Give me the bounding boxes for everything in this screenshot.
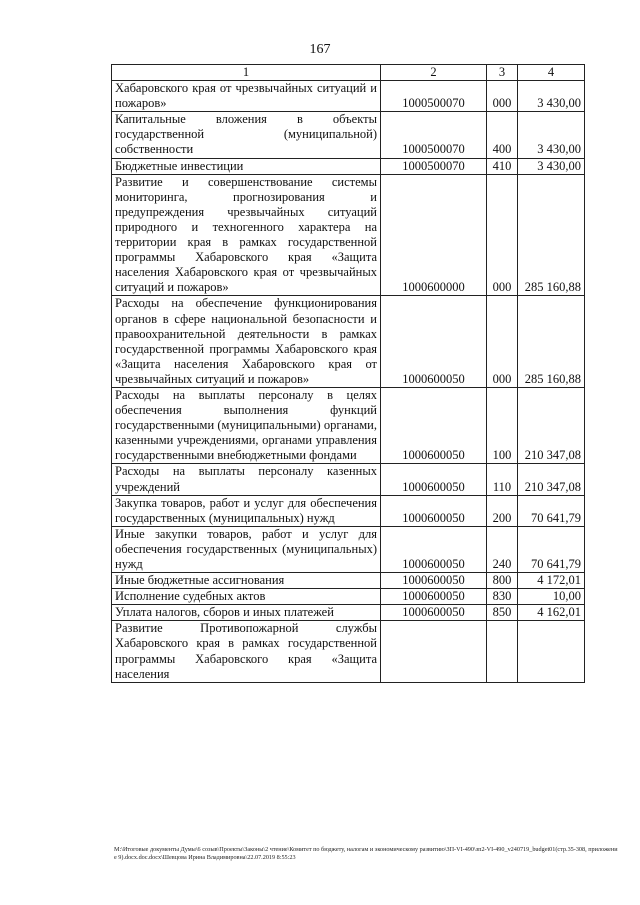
row-vr: 200 <box>487 495 518 526</box>
row-vr: 240 <box>487 526 518 572</box>
row-name: Закупка товаров, работ и услуг для обеспечения государственных (муниципальных) нужд <box>112 495 381 526</box>
row-code <box>381 621 487 682</box>
row-name: Развитие и совершенствование системы мониторинга, прогнозирования и предупреждения чрезвычайных ситуаций природного и техногенного характера на территории края в рамках государственной программы Хабаровского края «Защита населения Хабаровского края от чрезвычайных ситуаций и пожаров» <box>112 174 381 296</box>
row-name: Хабаровского края от чрезвычайных ситуаций и пожаров» <box>112 81 381 112</box>
row-vr: 830 <box>487 589 518 605</box>
row-vr: 100 <box>487 387 518 463</box>
table-row <box>112 296 585 388</box>
header-col-1: 1 <box>112 65 381 81</box>
row-sum: 70 641,79 <box>518 495 585 526</box>
header-col-2: 2 <box>381 65 487 81</box>
row-name: Расходы на выплаты персоналу в целях обеспечения выполнения функций государственными (муниципальными) органами, казенными учреждениями, органами управления государственными внебюджетными фондами <box>112 387 381 463</box>
document-path-footer: M:\Итоговые документы Думы\6 созыв\Проекты\Законы\2 чтение\Комитет по бюджету, налогам и экономическому развитию\ЗП-VI-490\зп2-VI-490_v240719_budget01(стр.35-308, приложение 9).docx.doc.docx\Шевцова Ирина Владимировна\22.07.2019 8:55:23 <box>114 846 618 861</box>
row-vr: 400 <box>487 112 518 158</box>
row-code: 1000600050 <box>381 495 487 526</box>
table-row <box>112 495 585 526</box>
row-vr: 000 <box>487 174 518 296</box>
table-row <box>112 112 585 158</box>
row-code: 1000500070 <box>381 81 487 112</box>
row-code: 1000600050 <box>381 573 487 589</box>
table-row <box>112 573 585 589</box>
row-vr: 110 <box>487 464 518 495</box>
table-row <box>112 464 585 495</box>
row-vr <box>487 621 518 682</box>
table-row <box>112 589 585 605</box>
row-sum: 210 347,08 <box>518 387 585 463</box>
row-name: Расходы на выплаты персоналу казенных учреждений <box>112 464 381 495</box>
table-row <box>112 81 585 112</box>
row-sum: 285 160,88 <box>518 174 585 296</box>
table-row <box>112 387 585 463</box>
row-sum: 3 430,00 <box>518 112 585 158</box>
row-vr: 000 <box>487 296 518 388</box>
row-code: 1000600050 <box>381 387 487 463</box>
row-vr: 000 <box>487 81 518 112</box>
row-sum: 3 430,00 <box>518 81 585 112</box>
row-name: Развитие Противопожарной службы Хабаровского края в рамках государственной программы Хабаровского края «Защита населения <box>112 621 381 682</box>
row-code: 1000600050 <box>381 464 487 495</box>
row-sum: 4 162,01 <box>518 605 585 621</box>
row-name: Капитальные вложения в объекты государственной (муниципальной) собственности <box>112 112 381 158</box>
row-sum <box>518 621 585 682</box>
header-col-4: 4 <box>518 65 585 81</box>
row-name: Уплата налогов, сборов и иных платежей <box>112 605 381 621</box>
budget-table <box>111 64 585 683</box>
table-row <box>112 605 585 621</box>
row-vr: 410 <box>487 158 518 174</box>
table-row <box>112 526 585 572</box>
row-sum: 70 641,79 <box>518 526 585 572</box>
row-code: 1000600000 <box>381 174 487 296</box>
row-sum: 10,00 <box>518 589 585 605</box>
row-code: 1000600050 <box>381 296 487 388</box>
row-vr: 850 <box>487 605 518 621</box>
row-code: 1000500070 <box>381 158 487 174</box>
table-row <box>112 621 585 682</box>
row-sum: 285 160,88 <box>518 296 585 388</box>
row-code: 1000500070 <box>381 112 487 158</box>
row-code: 1000600050 <box>381 605 487 621</box>
page-number: 167 <box>309 42 331 57</box>
row-vr: 800 <box>487 573 518 589</box>
row-name: Иные закупки товаров, работ и услуг для обеспечения государственных (муниципальных) нужд <box>112 526 381 572</box>
row-name: Исполнение судебных актов <box>112 589 381 605</box>
row-code: 1000600050 <box>381 526 487 572</box>
header-col-3: 3 <box>487 65 518 81</box>
row-sum: 3 430,00 <box>518 158 585 174</box>
row-name: Расходы на обеспечение функционирования органов в сфере национальной безопасности и правоохранительной деятельности в рамках государственной программы Хабаровского края «Защита населения Хабаровского края от чрезвычайных ситуаций и пожаров» <box>112 296 381 388</box>
row-name: Бюджетные инвестиции <box>112 158 381 174</box>
table-row <box>112 174 585 296</box>
row-name: Иные бюджетные ассигнования <box>112 573 381 589</box>
row-code: 1000600050 <box>381 589 487 605</box>
table-row <box>112 158 585 174</box>
table-header-row <box>112 65 585 81</box>
row-sum: 4 172,01 <box>518 573 585 589</box>
row-sum: 210 347,08 <box>518 464 585 495</box>
